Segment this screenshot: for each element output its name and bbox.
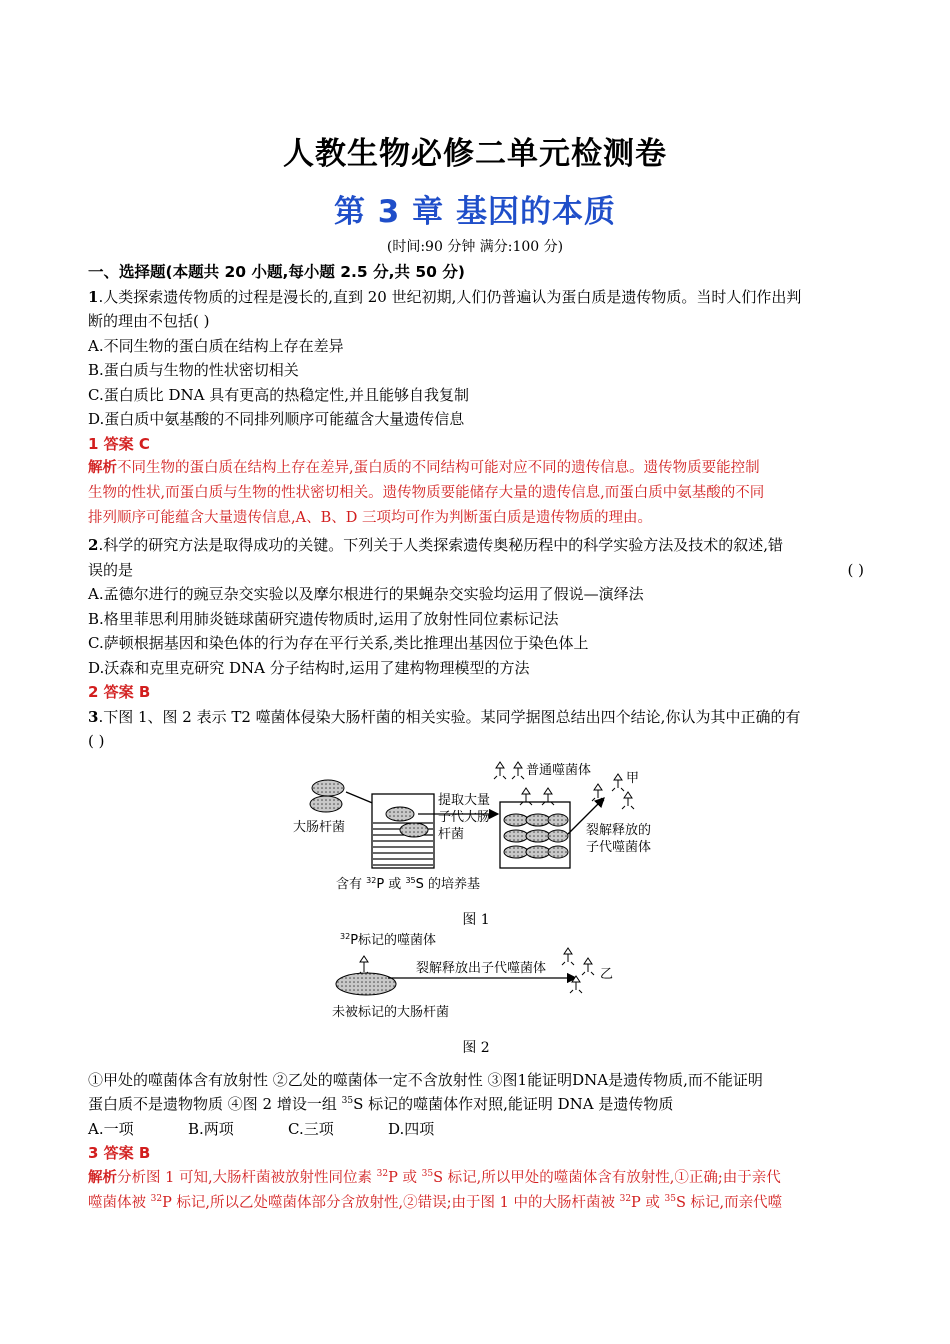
extract-label: 提取大量 bbox=[438, 792, 491, 808]
bacterium-shape bbox=[526, 814, 550, 826]
question-number: 2 bbox=[88, 536, 99, 554]
option-c: C.萨顿根据基因和染色体的行为存在平行关系,类比推理出基因位于染色体上 bbox=[88, 634, 589, 652]
question-1 bbox=[88, 285, 864, 532]
superscript: 32 bbox=[150, 1193, 163, 1204]
figure-1 bbox=[88, 754, 864, 932]
option-c: C.蛋白质比 DNA 具有更高的热稳定性,并且能够自我复制 bbox=[88, 385, 470, 404]
option-b: B.两项 bbox=[188, 1119, 234, 1138]
conclusion-text: 蛋白质不是遗物物质 ④图 2 增设一组 bbox=[88, 1095, 342, 1113]
yi-label: 乙 bbox=[600, 966, 614, 982]
explanation-text: 生物的性状,而蛋白质与生物的性状密切相关。遗传物质要能储存大量的遗传信息,而蛋白质中氨基酸的不同 bbox=[88, 485, 765, 501]
bacterium-shape bbox=[526, 830, 550, 842]
stem-text: .下图 1、图 2 表示 T2 噬菌体侵染大肠杆菌的相关实验。某同学据图总结出四个结论,你认为其中正确的有 bbox=[98, 707, 801, 726]
lysis-label: 裂解释放的 bbox=[586, 822, 652, 838]
explanation-text: 排列顺序可能蕴含大量遗传信息,A、B、D 三项均可作为判断蛋白质是遗传物质的理由。 bbox=[88, 510, 652, 526]
extract-label: 杆菌 bbox=[438, 826, 465, 842]
explanation-label: 解析 bbox=[88, 1169, 117, 1186]
conclusion-text: S 标记的噬菌体作对照,能证明 DNA 是遗传物质 bbox=[353, 1095, 674, 1113]
phage-shape bbox=[582, 958, 594, 975]
figure-1-diagram bbox=[88, 754, 864, 932]
question-2 bbox=[88, 533, 864, 705]
unlabeled-bacteria-label: 未被标记的大肠杆菌 bbox=[332, 1004, 450, 1020]
answer-2: 2 答案 B bbox=[88, 683, 151, 701]
option-b: B.格里菲思利用肺炎链球菌研究遗传物质时,运用了放射性同位素标记法 bbox=[88, 609, 559, 628]
stem-text-2: ( ) bbox=[88, 732, 105, 750]
explanation-text: S 标记,而亲代噬 bbox=[675, 1194, 783, 1211]
bacterium-shape bbox=[526, 846, 550, 858]
phage-shape bbox=[562, 948, 574, 965]
common-phage-label: 普通噬菌体 bbox=[526, 762, 592, 778]
option-d: D.蛋白质中氨基酸的不同排列顺序可能蕴含大量遗传信息 bbox=[88, 410, 465, 428]
bacterium-shape bbox=[548, 814, 568, 826]
chapter-title: 第 3 章 基因的本质 bbox=[334, 194, 616, 230]
superscript: 32 bbox=[376, 1168, 389, 1179]
question-number: 1 bbox=[88, 287, 99, 306]
option-d: D.沃森和克里克研究 DNA 分子结构时,运用了建构物理模型的方法 bbox=[88, 658, 530, 677]
medium-label: 含有 $^{32}$P 或 $^{35}$S 的培养基 bbox=[336, 875, 481, 892]
explanation-text: 不同生物的蛋白质在结构上存在差异,蛋白质的不同结构可能对应不同的遗传信息。遗传物质要能控制 bbox=[117, 460, 760, 476]
explanation-label: 解析 bbox=[88, 460, 117, 476]
explanation-text: P 或 bbox=[631, 1194, 665, 1211]
question-number: 3 bbox=[88, 707, 99, 726]
explanation-text: S 标记,所以甲处的噬菌体含有放射性,①正确;由于亲代 bbox=[433, 1169, 781, 1186]
answer-3: 3 答案 B bbox=[88, 1144, 151, 1162]
superscript: 35 bbox=[341, 1096, 354, 1106]
explanation-text: 分析图 1 可知,大肠杆菌被放射性同位素 bbox=[117, 1169, 377, 1186]
explanation-text: 噬菌体被 bbox=[88, 1194, 151, 1211]
bacterium-shape bbox=[312, 780, 344, 796]
bacterium-shape bbox=[386, 807, 414, 821]
fig2-arrow-label: 裂解释放出子代噬菌体 bbox=[416, 960, 547, 976]
option-b: B.蛋白质与生物的性状密切相关 bbox=[88, 361, 299, 379]
bacterium-shape bbox=[504, 846, 528, 858]
bacterium-shape bbox=[504, 814, 528, 826]
superscript: 35 bbox=[664, 1193, 676, 1204]
question-3 bbox=[88, 705, 864, 1216]
section-heading: 一、选择题(本题共 20 小题,每小题 2.5 分,共 50 分) bbox=[88, 263, 465, 281]
question-3-stem bbox=[88, 705, 864, 730]
stem-text: .人类探索遗传物质的过程是漫长的,直到 20 世纪初期,人们仍普遍认为蛋白质是遗传物质。当时人们作出判 bbox=[98, 287, 802, 306]
option-d: D.四项 bbox=[388, 1119, 435, 1138]
phage-shape bbox=[494, 762, 506, 779]
p32-phage-label: $^{32}$P标记的噬菌体 bbox=[340, 931, 437, 948]
explanation-text: P 或 bbox=[388, 1169, 422, 1186]
stem-text: 误的是 bbox=[88, 560, 134, 579]
conclusions-line-1: ①甲处的噬菌体含有放射性 ②乙处的噬菌体一定不含放射性 ③图1能证明DNA是遗传物质,而不能证明 bbox=[88, 1070, 763, 1089]
option-a: A.一项 bbox=[88, 1119, 134, 1138]
stem-text: .科学的研究方法是取得成功的关键。下列关于人类探索遗传奥秘历程中的科学实验方法及技术的叙述,错 bbox=[98, 536, 783, 554]
bacterium-shape bbox=[336, 973, 396, 995]
bacterium-shape bbox=[310, 796, 342, 812]
phage-shape bbox=[512, 762, 524, 779]
stem-text-2: 断的理由不包括( ) bbox=[88, 312, 210, 330]
figure-1-caption: 图 1 bbox=[462, 911, 490, 928]
bacterium-shape bbox=[400, 823, 428, 837]
superscript: 35 bbox=[421, 1168, 434, 1179]
bacterium-shape bbox=[504, 830, 528, 842]
phage-shape bbox=[358, 956, 370, 975]
explanation-3 bbox=[88, 1166, 864, 1216]
option-a: A.孟德尔进行的豌豆杂交实验以及摩尔根进行的果蝇杂交实验均运用了假说—演绎法 bbox=[88, 585, 644, 603]
bacterium-shape bbox=[548, 846, 568, 858]
question-2-stem bbox=[88, 533, 864, 558]
jia-label: 甲 bbox=[626, 770, 640, 786]
bacteria-label: 大肠杆菌 bbox=[293, 819, 346, 835]
options-row bbox=[88, 1117, 864, 1142]
phage-shape bbox=[592, 784, 604, 801]
figure-2 bbox=[88, 932, 864, 1076]
bacterium-shape bbox=[548, 830, 568, 842]
conclusions-line-2 bbox=[88, 1092, 864, 1117]
time-info: (时间:90 分钟 满分:100 分) bbox=[386, 239, 564, 255]
extract-label: 子代大肠 bbox=[438, 809, 491, 825]
explanation-text: P 标记,所以乙处噬菌体部分含放射性,②错误;由于图 1 中的大肠杆菌被 bbox=[162, 1194, 620, 1211]
stem-line-2 bbox=[88, 558, 864, 583]
lysis-label: 子代噬菌体 bbox=[586, 839, 652, 855]
figure-2-caption: 图 2 bbox=[462, 1039, 490, 1056]
superscript: 32 bbox=[619, 1193, 632, 1204]
figure-2-diagram bbox=[88, 932, 864, 1076]
document-title: 人教生物必修二单元检测卷 bbox=[283, 136, 667, 172]
answer-1: 1 答案 C bbox=[88, 434, 150, 453]
document-body bbox=[88, 260, 864, 1216]
option-a: A.不同生物的蛋白质在结构上存在差异 bbox=[88, 336, 344, 355]
phage-shape bbox=[612, 774, 624, 791]
answer-blank: ( ) bbox=[847, 560, 864, 579]
explanation-1 bbox=[88, 456, 864, 531]
question-1-stem bbox=[88, 285, 864, 310]
phage-shape bbox=[622, 792, 634, 809]
option-c: C.三项 bbox=[288, 1119, 334, 1138]
